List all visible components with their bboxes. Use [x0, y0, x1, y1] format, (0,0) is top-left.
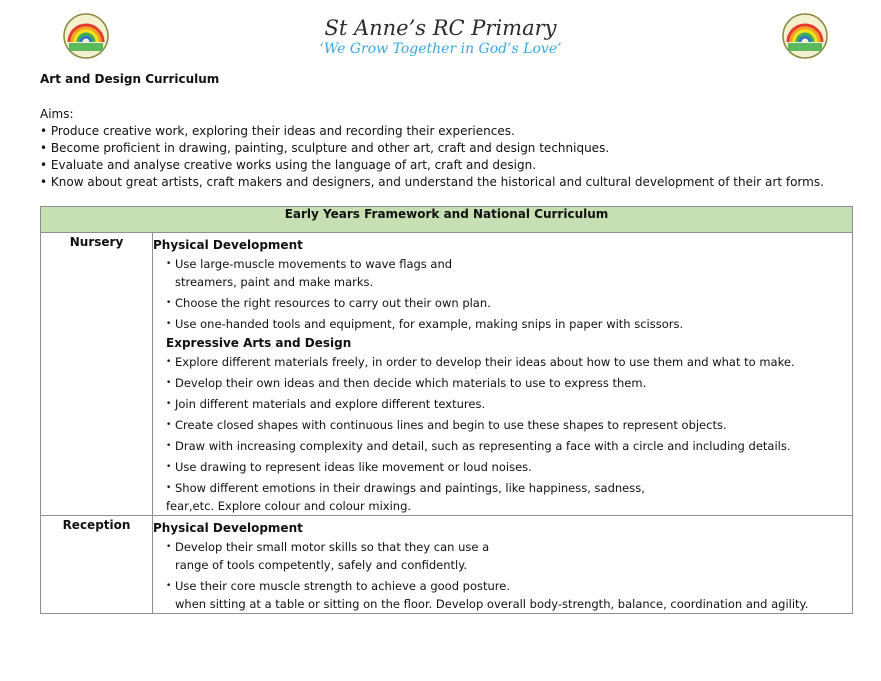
aims-label: Aims:	[40, 107, 74, 121]
list-item: • Draw with increasing complexity and detail, such as representing a face with a circle and including details.	[166, 437, 846, 455]
stage-nursery: Nursery	[41, 233, 153, 516]
table-row	[41, 233, 853, 516]
aim-item: • Evaluate and analyse creative works using the language of art, craft and design.	[40, 158, 537, 172]
list-item: • Use large-muscle movements to wave flags and streamers, paint and make marks.	[166, 255, 846, 291]
list-item-continuation: fear,etc. Explore colour and colour mixing.	[166, 499, 412, 513]
list-item: • Develop their own ideas and then decide which materials to use to express them.	[166, 374, 846, 392]
list-item: • Develop their small motor skills so that they can use a range of tools competently, safely and confidently.	[166, 538, 846, 574]
section-heading: Physical Development	[153, 521, 303, 535]
list-item: • Use their core muscle strength to achieve a good posture. when sitting at a table or sitting on the floor. Develop overall body-strength, balance, coordination and agility.	[166, 577, 846, 613]
framework-header: Early Years Framework and National Curriculum	[41, 207, 853, 233]
aims-section	[40, 106, 870, 191]
list-item: • Use drawing to represent ideas like movement or loud noises.	[166, 458, 846, 476]
school-motto: ‘We Grow Together in God’s Love’	[319, 41, 562, 57]
list-item: • Show different emotions in their drawings and paintings, like happiness, sadness,	[166, 479, 846, 497]
list-item: • Choose the right resources to carry out their own plan.	[166, 294, 846, 312]
list-item: • Join different materials and explore different textures.	[166, 395, 846, 413]
list-item: • Explore different materials freely, in order to develop their ideas about how to use them and what to make.	[166, 353, 846, 371]
stage-reception: Reception	[41, 516, 153, 614]
list-item: • Use one-handed tools and equipment, for example, making snips in paper with scissors.	[166, 315, 846, 333]
section-heading: Physical Development	[153, 238, 303, 252]
section-heading: Expressive Arts and Design	[166, 336, 352, 350]
nursery-content	[153, 233, 853, 516]
document-heading: Art and Design Curriculum	[40, 72, 220, 86]
aim-item: • Know about great artists, craft makers and designers, and understand the historical and cultural development of their art forms.	[40, 175, 824, 189]
reception-content	[153, 516, 853, 614]
aim-item: • Produce creative work, exploring their ideas and recording their experiences.	[40, 124, 515, 138]
table-row	[41, 516, 853, 614]
school-name: St Anne’s RC Primary	[324, 16, 557, 40]
list-item: • Create closed shapes with continuous lines and begin to use these shapes to represent objects.	[166, 416, 846, 434]
curriculum-table	[40, 206, 853, 614]
aim-item: • Become proficient in drawing, painting, sculpture and other art, craft and design techniques.	[40, 141, 610, 155]
